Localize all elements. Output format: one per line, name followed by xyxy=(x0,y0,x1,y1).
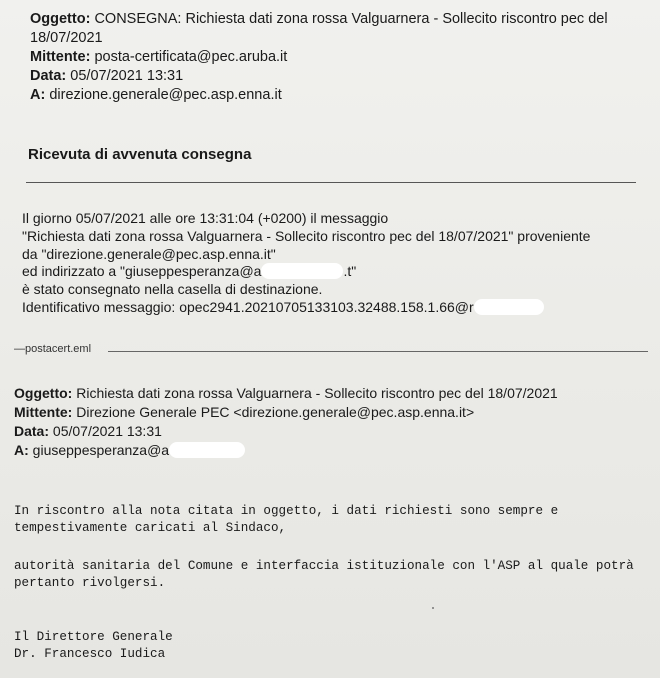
msg-mittente: Mittente: Direzione Generale PEC <direzione.generale@pec.asp.enna.it> xyxy=(14,404,475,420)
receipt-body xyxy=(22,210,642,317)
msg-a: A: giuseppesperanza@a xyxy=(14,441,654,460)
signature-name: Dr. Francesco Iudica xyxy=(14,647,166,661)
header-oggetto: Oggetto: CONSEGNA: Richiesta dati zona rossa Valguarnera - Sollecito riscontro pec del xyxy=(30,11,608,27)
message-body-paragraph-1: In riscontro alla nota citata in oggetto, i dati richiesti sono sempre e tempestivamente caricati al Sindaco, xyxy=(14,504,559,535)
msg-data: Data: 05/07/2021 13:31 xyxy=(14,423,162,439)
msg-oggetto: Oggetto: Richiesta dati zona rossa Valguarnera - Sollecito riscontro pec del 18/07/2021 xyxy=(14,385,558,401)
receipt-divider xyxy=(26,182,636,183)
separator-line xyxy=(108,351,648,352)
message-header xyxy=(14,384,654,460)
receipt-line-4: ed indirizzato a "giuseppesperanza@a .t" xyxy=(22,263,357,280)
receipt-line-5: è stato consegnato nella casella di destinazione. xyxy=(22,281,323,298)
receipt-line-3: da "direzione.generale@pec.asp.enna.it" xyxy=(22,245,276,262)
header-a: A: direzione.generale@pec.asp.enna.it xyxy=(30,87,282,103)
attachment-label: —postacert.eml xyxy=(14,343,92,355)
receipt-line-2: "Richiesta dati zona rossa Valguarnera - Sollecito riscontro pec del 18/07/2021" proveniente xyxy=(22,227,591,244)
receipt-line-1: Il giorno 05/07/2021 alle ore 13:31:04 (+0200) il messaggio xyxy=(22,210,389,226)
redaction-mark xyxy=(169,442,245,458)
signature-title: Il Direttore Generale xyxy=(14,630,173,644)
message-body-paragraph-2: autorità sanitaria del Comune e interfaccia istituzionale con l'ASP al quale potrà pertanto rivolgersi. xyxy=(14,559,634,590)
header-oggetto-value: CONSEGNA: Richiesta dati zona rossa Valguarnera - Sollecito riscontro pec del xyxy=(94,11,608,27)
header-a-value: direzione.generale@pec.asp.enna.it xyxy=(49,87,282,103)
header-mittente: Mittente: posta-certificata@pec.aruba.it xyxy=(30,49,288,65)
header-mittente-value: posta-certificata@pec.aruba.it xyxy=(94,49,288,65)
attachment-separator xyxy=(14,343,654,361)
redaction-mark xyxy=(261,263,343,279)
header-oggetto-cont: 18/07/2021 xyxy=(30,30,103,46)
header-data-value: 05/07/2021 13:31 xyxy=(70,68,184,84)
receipt-line-6: Identificativo messaggio: opec2941.20210705133103.32488.158.1.66@r xyxy=(22,299,642,317)
receipt-title: Ricevuta di avvenuta consegna xyxy=(28,146,252,163)
signature-block xyxy=(14,629,414,663)
speck-mark xyxy=(432,607,434,609)
header-data: Data: 05/07/2021 13:31 xyxy=(30,68,184,84)
redaction-mark xyxy=(474,299,544,315)
receipt-header xyxy=(30,10,630,105)
